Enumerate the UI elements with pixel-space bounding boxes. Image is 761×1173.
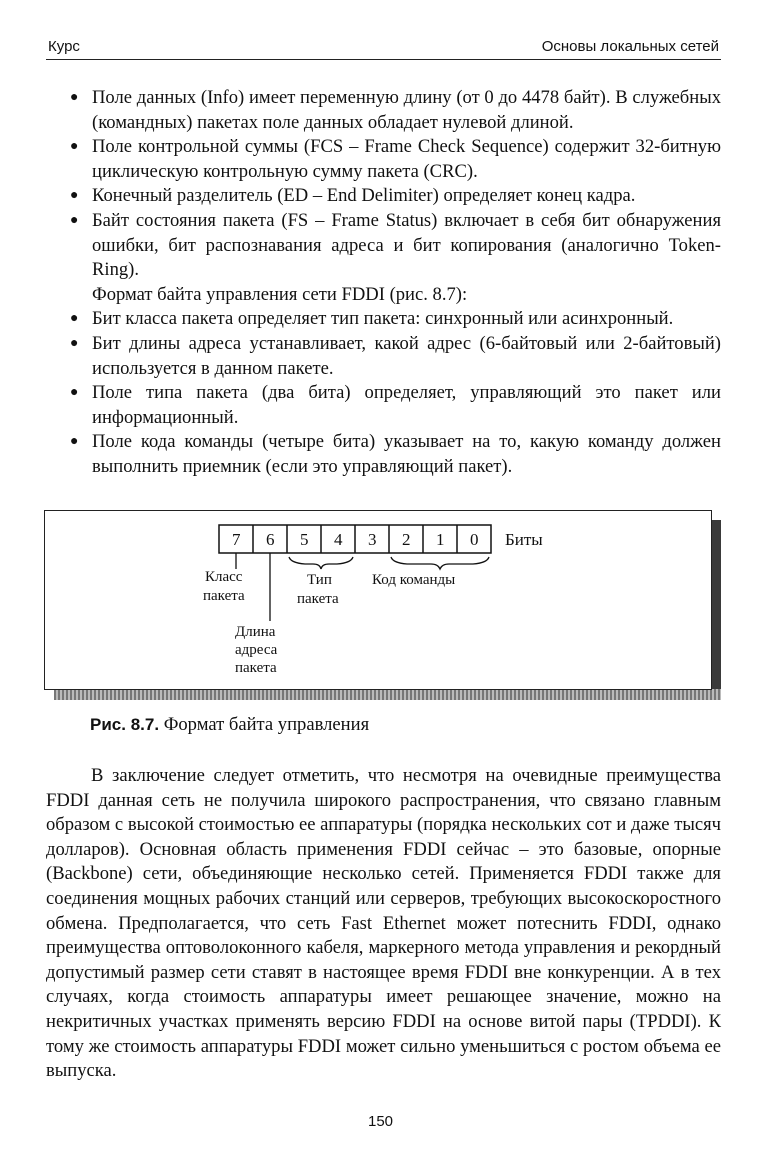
header-rule xyxy=(46,59,721,60)
bullet-list xyxy=(46,86,721,480)
running-header xyxy=(46,34,721,60)
list-item: ● Поле данных (Info) имеет переменную длину (от 0 до 4478 байт). В служебных (командных) пакетах поле данных обладает нулевой длиной. xyxy=(46,86,721,135)
caption-text: Формат байта управления xyxy=(159,714,370,735)
cmd-label: Код команды xyxy=(372,572,456,588)
page-number: 150 xyxy=(367,1113,394,1130)
body-paragraph: В заключение следует отметить, что несмотря на очевидные преимущества FDDI данная сеть не получила широкого распространения, что связано главным образом с высокой стоимостью ее аппаратуры (порядка нескольких сот и даже тысяч долларов). Основная область применения FDDI сейчас – это базовые, опорные (Backbone) сети, объединяющие несколько сетей. Применяется FDDI также для соединения мощных рабочих станций или серверов, требующих высокоскоростного обмена. Предполагается, что сеть Fast Ethernet может потеснить FDDI, однако преимущества оптоволоконного кабеля, маркерного метода управления и рекордный допустимый размер сети ставят в настоящее время FDDI вне конкуренции. А в тех случаях, когда стоимость аппаратуры имеет решающее значение, можно на некритичных участках применять версию FDDI на основе витой пары (TPDDI). К тому же стоимость аппаратуры FDDI может сильно уменьшиться с ростом объема ее выпуска. xyxy=(46,765,721,1082)
bit-1: 1 xyxy=(436,530,445,549)
figure-caption xyxy=(90,714,369,736)
bit-2: 2 xyxy=(402,530,411,549)
figure-shadow-bottom xyxy=(54,689,721,700)
bit-4: 4 xyxy=(334,530,343,549)
type-brace xyxy=(289,557,353,569)
list-item: ● Бит класса пакета определяет тип пакета: синхронный или асинхронный. xyxy=(46,307,721,332)
length-label-2: адреса xyxy=(235,642,278,658)
header-course: Курс xyxy=(48,38,80,55)
list-item: ● Байт состояния пакета (FS – Frame Status) включает в себя бит обнаружения ошибки, бит распознавания адреса и бит копирования (аналогично Token-Ring). xyxy=(46,209,721,283)
bit-6: 6 xyxy=(266,530,275,549)
type-label-1: Тип xyxy=(307,572,332,588)
caption-number: Рис. 8.7. xyxy=(90,715,160,734)
control-byte-diagram xyxy=(45,511,711,689)
list-item: ● Поле типа пакета (два бита) определяет, управляющий это пакет или информационный. xyxy=(46,381,721,430)
header-title: Основы локальных сетей xyxy=(541,38,719,55)
class-label-1: Класс xyxy=(205,569,243,585)
list-item: ● Поле контрольной суммы (FCS – Frame Check Sequence) содержит 32-битную циклическую контрольную сумму пакета (CRC). xyxy=(46,135,721,184)
bit-3: 3 xyxy=(368,530,377,549)
list-item: ● Конечный разделитель (ED – End Delimiter) определяет конец кадра. xyxy=(46,184,721,209)
list-item: ● Поле кода команды (четыре бита) указывает на то, какую команду должен выполнить приемник (если это управляющий пакет). xyxy=(46,430,721,479)
list-item: ● Бит длины адреса устанавливает, какой адрес (6-байтовый или 2-байтовый) используется в данном пакете. xyxy=(46,332,721,381)
length-label-1: Длина xyxy=(235,624,276,640)
bits-label: Биты xyxy=(505,530,543,549)
bit-5: 5 xyxy=(300,530,309,549)
bit-0: 0 xyxy=(470,530,479,549)
bit-boxes xyxy=(219,525,491,553)
class-label-2: пакета xyxy=(203,588,245,604)
type-label-2: пакета xyxy=(297,591,339,607)
bit-7: 7 xyxy=(232,530,241,549)
control-byte-figure xyxy=(44,510,712,690)
figure-shadow-right xyxy=(711,520,721,700)
intro-line: Формат байта управления сети FDDI (рис. 8.7): xyxy=(92,283,468,305)
cmd-brace xyxy=(391,557,489,569)
length-label-3: пакета xyxy=(235,660,277,676)
